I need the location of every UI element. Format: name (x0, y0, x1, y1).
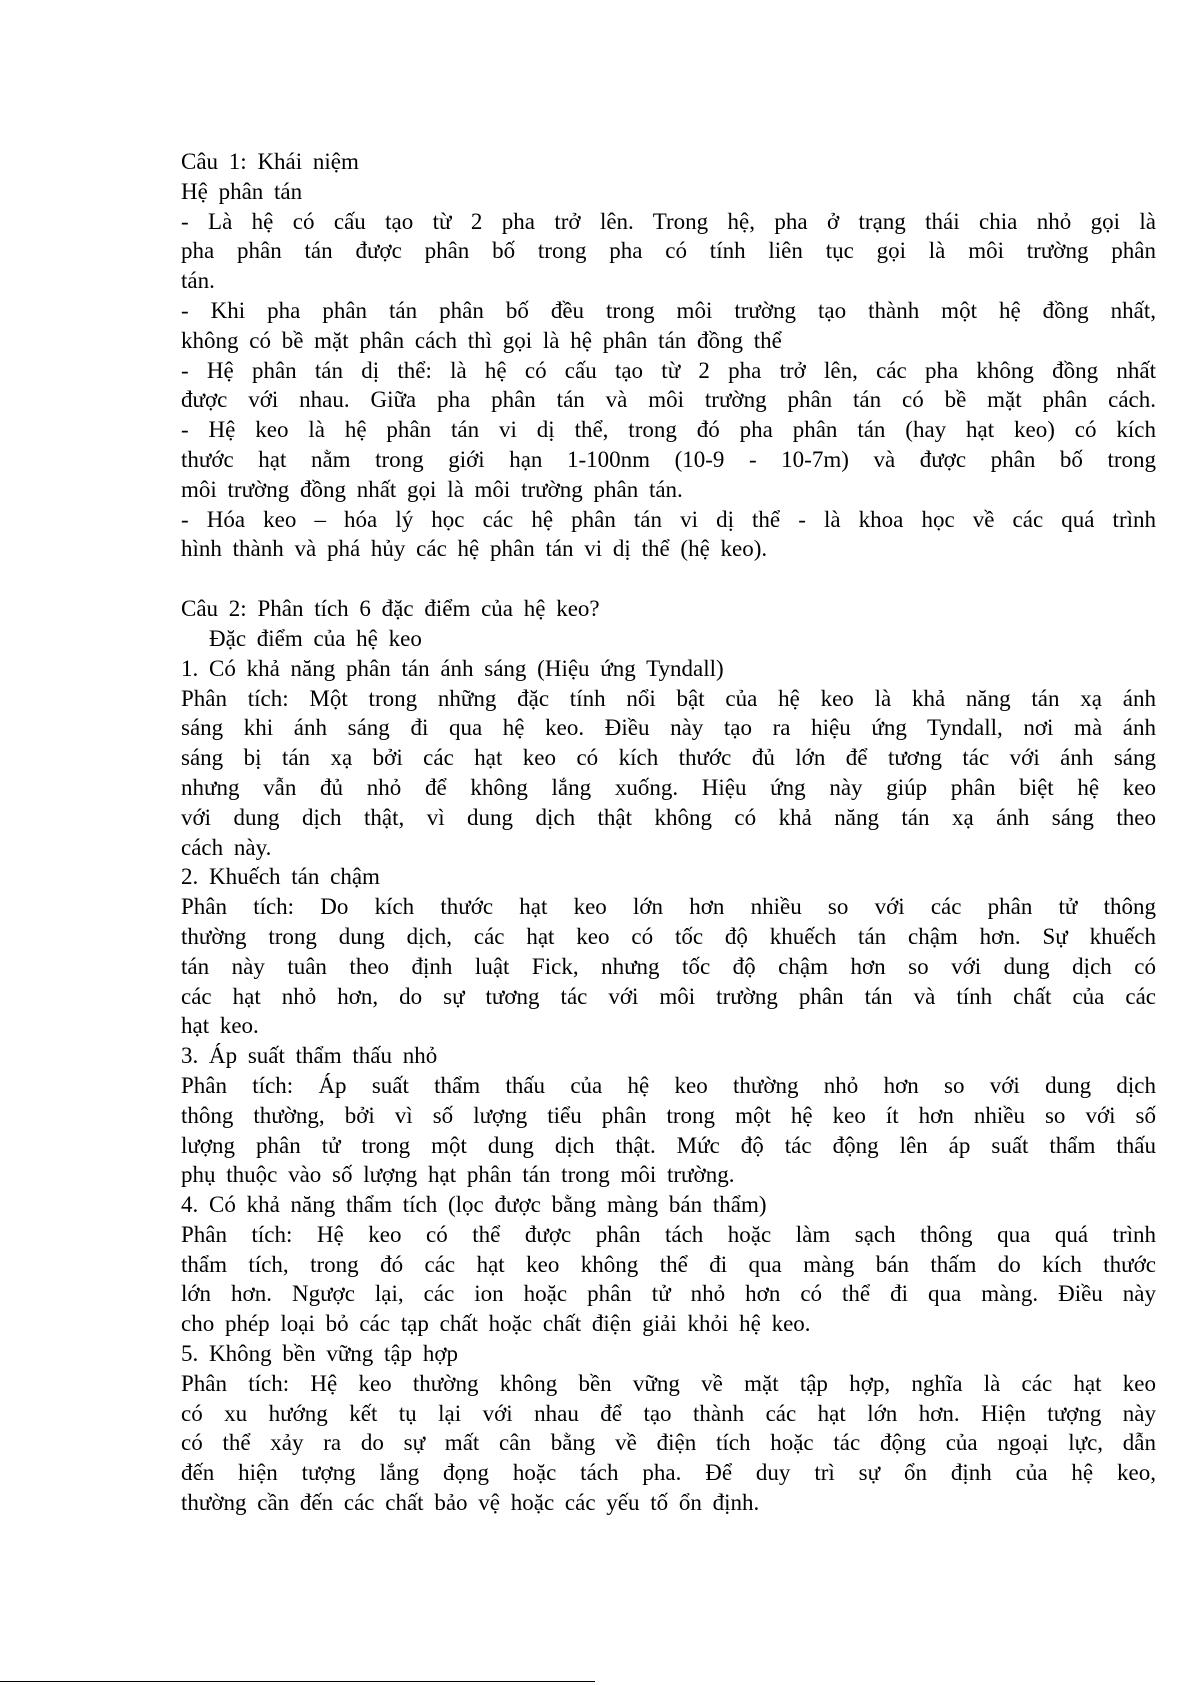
paragraph-line: hạt keo. (181, 1013, 259, 1039)
paragraph-line: cách này. (181, 834, 272, 860)
document-page (181, 147, 1156, 1518)
paragraph-line: - Hệ phân tán dị thể: là hệ có cấu tạo từ 2 pha trở lên, các pha không đồng nhất (181, 357, 1156, 383)
paragraph-line: thường cần đến các chất bảo vệ hoặc các yếu tố ổn định. (181, 1490, 760, 1516)
paragraph-line: - Là hệ có cấu tạo từ 2 pha trở lên. Trong hệ, pha ở trạng thái chia nhỏ gọi là (181, 208, 1156, 234)
question-2-subtitle: Đặc điểm của hệ keo (209, 625, 422, 651)
paragraph-line: đến hiện tượng lắng đọng hoặc tách pha. Để duy trì sự ổn định của hệ keo, (181, 1460, 1156, 1486)
paragraph-line: hình thành và phá hủy các hệ phân tán vi dị thể (hệ keo). (181, 536, 768, 562)
paragraph-line: thẩm tích, trong đó các hạt keo không thể đi qua màng bán thấm do kích thước (181, 1251, 1156, 1277)
paragraph-line: lượng phân tử trong một dung dịch thật. Mức độ tác động lên áp suất thẩm thấu (181, 1132, 1156, 1158)
paragraph-line: tán. (181, 268, 215, 294)
item-heading: 5. Không bền vững tập hợp (181, 1341, 459, 1367)
paragraph-line: nhưng vẫn đủ nhỏ để không lắng xuống. Hiệu ứng này giúp phân biệt hệ keo (181, 774, 1156, 800)
paragraph-line: Phân tích: Áp suất thẩm thấu của hệ keo thường nhỏ hơn so với dung dịch (181, 1072, 1156, 1098)
paragraph-line: thông thường, bởi vì số lượng tiểu phân trong một hệ keo ít hơn nhiều so với số (181, 1102, 1156, 1128)
paragraph-line: pha phân tán được phân bố trong pha có tính liên tục gọi là môi trường phân (181, 238, 1156, 264)
question-1-subtitle: Hệ phân tán (181, 178, 303, 204)
paragraph-line: có thể xảy ra do sự mất cân bằng về điện tích hoặc tác động của ngoại lực, dẫn (181, 1430, 1156, 1456)
footnote-rule (0, 1681, 595, 1682)
paragraph-line: cho phép loại bỏ các tạp chất hoặc chất điện giải khỏi hệ keo. (181, 1311, 811, 1337)
paragraph-line: được với nhau. Giữa pha phân tán và môi trường phân tán có bề mặt phân cách. (181, 387, 1156, 413)
question-1-title: Câu 1: Khái niệm (181, 149, 359, 174)
paragraph-line: sáng khi ánh sáng đi qua hệ keo. Điều này tạo ra hiệu ứng Tyndall, nơi mà ánh (181, 715, 1156, 741)
paragraph-line: Phân tích: Hệ keo có thể được phân tách hoặc làm sạch thông qua quá trình (181, 1221, 1156, 1247)
paragraph-line: thước hạt nằm trong giới hạn 1-100nm (10-9 - 10-7m) và được phân bố trong (181, 446, 1156, 472)
paragraph-line: Phân tích: Do kích thước hạt keo lớn hơn nhiều so với các phân tử thông (181, 894, 1156, 920)
paragraph-line: với dung dịch thật, vì dung dịch thật không có khả năng tán xạ ánh sáng theo (181, 804, 1156, 830)
question-2-title: Câu 2: Phân tích 6 đặc điểm của hệ keo? (181, 596, 600, 622)
paragraph-line: sáng bị tán xạ bởi các hạt keo có kích thước đủ lớn để tương tác với ánh sáng (181, 745, 1156, 771)
item-heading: 4. Có khả năng thẩm tích (lọc được bằng màng bán thẩm) (181, 1192, 767, 1218)
paragraph-line: phụ thuộc vào số lượng hạt phân tán trong môi trường. (181, 1162, 735, 1188)
paragraph-line: các hạt nhỏ hơn, do sự tương tác với môi trường phân tán và tính chất của các (181, 983, 1156, 1009)
paragraph-line: tán này tuân theo định luật Fick, nhưng tốc độ chậm hơn so với dung dịch có (181, 953, 1156, 979)
paragraph-line: Phân tích: Một trong những đặc tính nổi bật của hệ keo là khả năng tán xạ ánh (181, 685, 1156, 711)
section-gap (181, 564, 1156, 594)
paragraph-line: lớn hơn. Ngược lại, các ion hoặc phân tử nhỏ hơn có thể đi qua màng. Điều này (181, 1281, 1156, 1307)
paragraph-line: không có bề mặt phân cách thì gọi là hệ phân tán đồng thể (181, 327, 782, 353)
paragraph-line: môi trường đồng nhất gọi là môi trường phân tán. (181, 476, 683, 502)
paragraph-line: thường trong dung dịch, các hạt keo có tốc độ khuếch tán chậm hơn. Sự khuếch (181, 923, 1156, 949)
paragraph-line: - Hóa keo – hóa lý học các hệ phân tán vi dị thể - là khoa học về các quá trình (181, 506, 1156, 532)
paragraph-line: - Hệ keo là hệ phân tán vi dị thể, trong đó pha phân tán (hay hạt keo) có kích (181, 417, 1156, 443)
item-heading: 2. Khuếch tán chậm (181, 864, 380, 890)
item-heading: 3. Áp suất thẩm thấu nhỏ (181, 1043, 438, 1069)
paragraph-line: có xu hướng kết tụ lại với nhau để tạo thành các hạt lớn hơn. Hiện tượng này (181, 1400, 1156, 1426)
paragraph-line: - Khi pha phân tán phân bố đều trong môi trường tạo thành một hệ đồng nhất, (181, 297, 1156, 323)
item-heading: 1. Có khả năng phân tán ánh sáng (Hiệu ứng Tyndall) (181, 655, 724, 681)
paragraph-line: Phân tích: Hệ keo thường không bền vững về mặt tập hợp, nghĩa là các hạt keo (181, 1370, 1156, 1396)
